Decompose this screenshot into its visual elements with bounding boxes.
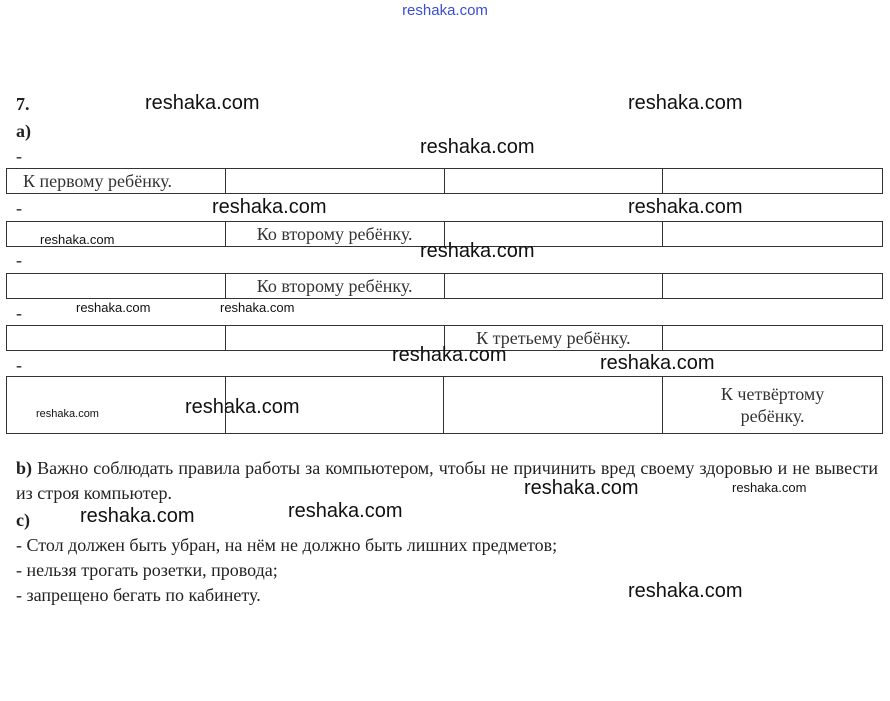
table-cell: К первому ребёнку.: [7, 169, 226, 193]
table-cell: [445, 169, 664, 193]
part-b-text: Важно соблюдать правила работы за компьютером, чтобы не причинить вред своему здоровью и не вывести из строя компьютер.: [16, 458, 879, 503]
watermark: reshaka.com: [80, 505, 195, 527]
table-cell: [663, 222, 882, 246]
watermark: reshaka.com: [420, 136, 535, 158]
watermark: reshaka.com: [76, 300, 151, 315]
watermark: reshaka.com: [36, 408, 99, 420]
dash-marker: -: [16, 250, 22, 270]
part-c-label: с): [16, 510, 30, 530]
watermark: reshaka.com: [40, 232, 115, 247]
watermark: reshaka.com: [732, 480, 807, 495]
part-a-label: а): [16, 121, 31, 141]
table-cell: [663, 169, 882, 193]
part-b-label: b): [16, 458, 33, 478]
table-cell: [7, 326, 226, 350]
table-cell: [663, 274, 882, 298]
watermark: reshaka.com: [628, 196, 743, 218]
watermark: reshaka.com: [600, 352, 715, 374]
watermark: reshaka.com: [212, 196, 327, 218]
table-cell: К третьему ребёнку.: [445, 326, 664, 350]
watermark: reshaka.com: [524, 477, 639, 499]
table-cell: [445, 274, 664, 298]
answer-row-1: [6, 168, 883, 194]
site-link[interactable]: reshaka.com: [402, 2, 488, 19]
table-cell: [444, 377, 663, 433]
table-cell: [226, 169, 445, 193]
dash-marker: -: [16, 198, 22, 218]
dash-marker: -: [16, 146, 22, 166]
task-number: 7.: [16, 94, 30, 114]
table-cell: Ко второму ребёнку.: [226, 274, 445, 298]
table-cell: Ко второму ребёнку.: [226, 222, 445, 246]
table-cell: К четвёртому ребёнку.: [720, 384, 825, 426]
watermark: reshaka.com: [185, 396, 300, 418]
watermark: reshaka.com: [420, 240, 535, 262]
table-cell: [663, 326, 882, 350]
watermark: reshaka.com: [392, 344, 507, 366]
rule-item: - нельзя трогать розетки, провода;: [16, 560, 278, 580]
watermark: reshaka.com: [628, 92, 743, 114]
watermark: reshaka.com: [145, 92, 260, 114]
dash-marker: -: [16, 303, 22, 323]
rule-item: - Стол должен быть убран, на нём не должно быть лишних предметов;: [16, 535, 558, 555]
watermark: reshaka.com: [220, 300, 295, 315]
answer-row-3: [6, 273, 883, 299]
answer-row-5: [6, 376, 883, 434]
dash-marker: -: [16, 355, 22, 375]
rule-item: - запрещено бегать по кабинету.: [16, 585, 261, 605]
table-cell: [7, 274, 226, 298]
watermark: reshaka.com: [628, 580, 743, 602]
watermark: reshaka.com: [288, 500, 403, 522]
